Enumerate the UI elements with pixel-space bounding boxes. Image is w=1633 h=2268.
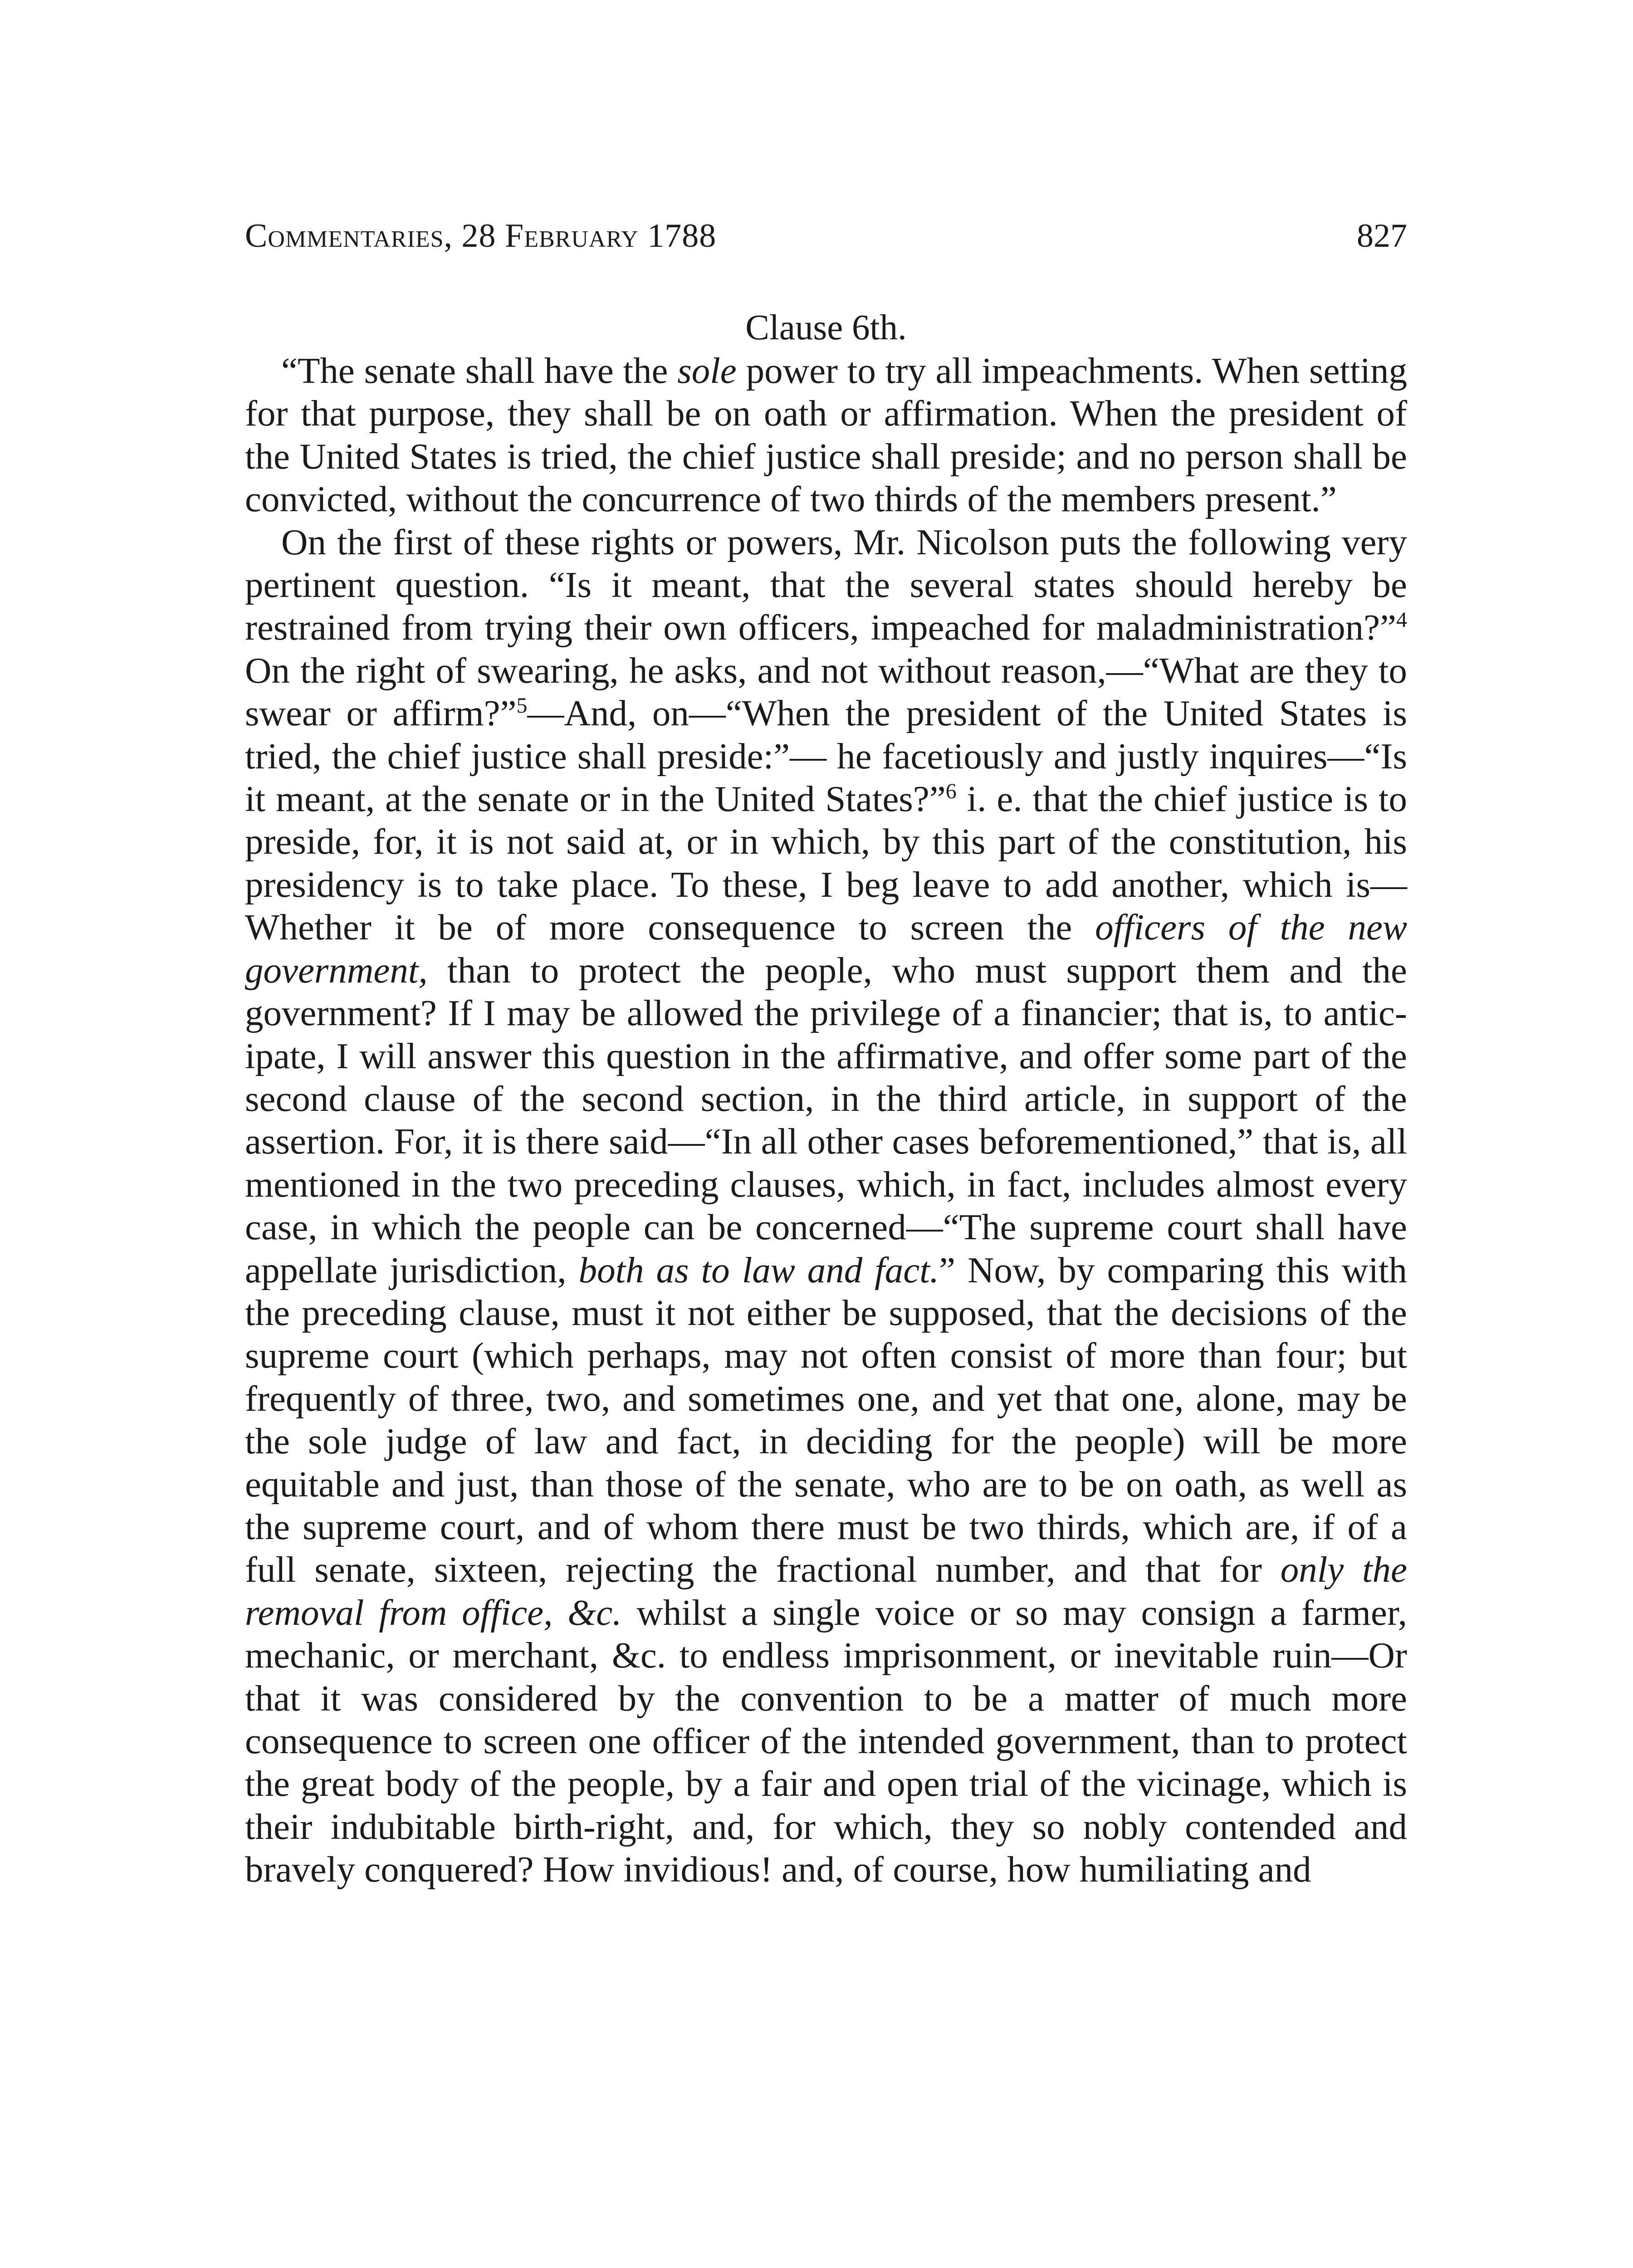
footnote-ref-4: 4 [1396,608,1407,632]
italic-law-and-fact: both as to law and fact. [578,1249,939,1290]
footnote-ref-5: 5 [516,694,528,718]
running-title: Commentaries, 28 February 1788 [245,217,717,254]
italic-officers: officers of the new government, [245,907,1407,991]
running-header [245,217,1407,267]
body-text [245,349,1407,1891]
paragraph-commentary: On the first of these rights or powers, Mr. Nicolson puts the following very pertinent question. “Is it meant, that the several states should hereby be restrained from trying their own officers, impeached for maladministration?”$^4$ On the right of swearing, he asks, and not without reason,—“What are they to swear or affirm?”$^5$—And, on—“When the president of the United States is tried, the chief justice shall preside:”— he facetiously and justly inquires—“Is it meant, at the senate or in the United States?”$^6$ i. e. that the chief justice is to preside, for, it is not said at, or in which, by this part of the constitution, his presidency is to take place. To these, I beg leave to add another, which is—Whether it be of more consequence to screen the officers of the new government, than to protect the people, who must support them and the government? If I may be allowed the privilege of a financier; that is, to anticipate, I will answer this question in the affirmative, and offer some part of the second clause of the second section, in the third article, in support of the assertion. For, it is there said—“In all other cases beforementioned,” that is, all mentioned in the two preceding clauses, which, in fact, includes almost every case, in which the people can be concerned—“The supreme court shall have appellate jurisdiction, both as to law and fact.” Now, by comparing this with the preceding clause, must it not either be supposed, that the decisions of the supreme court (which perhaps, may not often consist of more than four; but frequently of three, two, and sometimes one, and yet that one, alone, may be the sole judge of law and fact, in deciding for the people) will be more equitable and just, than those of the senate, who are to be on oath, as well as the supreme court, and of whom there must be two thirds, which are, if of a full senate, sixteen, rejecting the fractional number, and that for only the removal from office, &c. whilst a single voice or so may consign a farmer, mechanic, or merchant, &c. to endless imprisonment, or inevitable ruin—Or that it was considered by the convention to be a matter of much more consequence to screen one officer of the intended government, than to protect the great body of the people, by a fair and open trial of the vicinage, which is their indubitable birth-right, and, for which, they so nobly contended and bravely conquered? How invidious! and, of course, how humiliating and [245,521,1407,1890]
italic-removal-from-office: only the removal from office, &c. [245,1549,1407,1633]
clause-heading: Clause 6th. [745,308,907,347]
page-number: 827 [1357,217,1407,254]
italic-sole: sole [677,350,737,391]
paragraph-quote: “The senate shall have the sole power to try all impeachments. When setting for that purpose, they shall be on oath or affirmation. When the president of the United States is tried, the chief justice shall preside; and no person shall be convicted, without the concurrence of two thirds of the members present.” [245,350,1407,520]
footnote-ref-6: 6 [945,779,957,804]
